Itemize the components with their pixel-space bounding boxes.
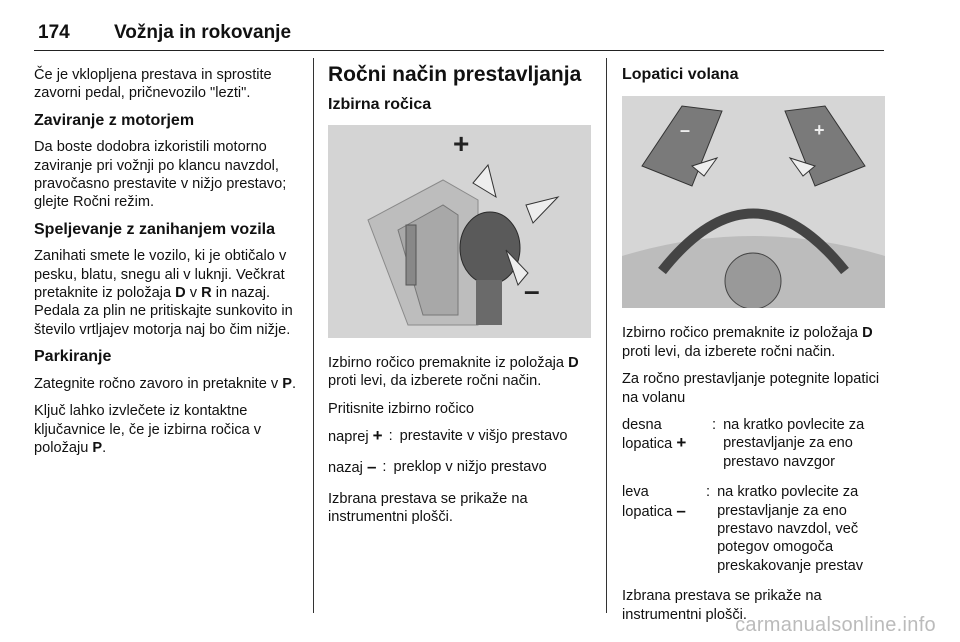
- gear-lever-illustration: [328, 125, 591, 338]
- lever-forward-row: naprej + : prestavite v višjo prestavo: [328, 426, 568, 446]
- pull-paddles-text: Za ročno prestavljanje potegnite lopatici na volanu: [622, 371, 880, 406]
- column-3: [622, 66, 887, 633]
- watermark: carmanualsonline.info: [735, 614, 936, 636]
- gear-display-text: Izbrana prestava se prikaže na instrumentni plošči.: [622, 588, 822, 623]
- paddle-plus-mark: +: [814, 120, 825, 141]
- column-2: [328, 63, 594, 536]
- select-manual-text: Izbirno ročico premaknite iz položaja D proti levi, da izberete ročni način.: [328, 354, 579, 390]
- minus-mark: –: [524, 274, 540, 306]
- manual-mode-heading: Ročni način prestavljanja: [328, 63, 582, 86]
- paddle-minus-mark: –: [680, 120, 691, 141]
- minus-icon: –: [366, 457, 377, 477]
- parking-text: Zategnite ročno zavoro in pretaknite v P.: [34, 375, 297, 392]
- gear-display-text: Izbrana prestava se prikaže na instrumentni plošči.: [328, 490, 528, 526]
- push-lever-text: Pritisnite izbirno ročico: [328, 400, 474, 417]
- rocking-text: Zanihati smete le vozilo, ki je obtičalo v pesku, blatu, snegu ali v luknji. Večkrat pretaknite iz položaja D v R in nazaj. Pedala za plin ne pritiskajte sunkovito in število vrtljajev motorja naj bo čim nižje.: [34, 248, 293, 338]
- selector-lever-subheading: Izbirna ročica: [328, 96, 432, 114]
- select-manual-text: Izbirno ročico premaknite iz položaja D proti levi, da izberete ročni način.: [622, 325, 873, 360]
- chapter-title: Vožnja in rokovanje: [114, 22, 292, 43]
- column-divider-1: [313, 58, 314, 613]
- lever-back-row: nazaj – : preklop v nižjo prestavo: [328, 457, 547, 477]
- plus-icon: +: [676, 433, 687, 453]
- right-paddle-row: desna lopatica + : na kratko povlecite za prestavljanje za eno prestavo navzgor: [622, 417, 865, 470]
- column-divider-2: [606, 58, 607, 613]
- plus-mark: +: [453, 127, 470, 159]
- engine-braking-heading: Zaviranje z motorjem: [34, 111, 195, 129]
- creep-paragraph: Če je vklopljena prestava in sprostite zavorni pedal, pričnevozilo "lezti".: [34, 67, 272, 102]
- steering-paddles-illustration: [622, 96, 885, 308]
- minus-icon: –: [676, 500, 686, 520]
- rocking-heading: Speljevanje z zanihanjem vozila: [34, 220, 275, 238]
- left-paddle-row: leva lopatica – : na kratko povlecite za prestavljanje za eno prestavo navzdol, več potegov omogoča preskakovanje prestav: [622, 484, 864, 574]
- key-removal-text: Ključ lahko izvlečete iz kontaktne ključavnice le, če je izbirna ročica v položaju P.: [34, 403, 262, 456]
- page-number: 174: [38, 22, 70, 43]
- parking-heading: Parkiranje: [34, 348, 112, 366]
- engine-braking-text: Da boste dodobra izkoristili motorno zaviranje pri vožnji po klancu navzdol, pravočasno prestavite v nižjo prestavo; glejte Ročni režim.: [34, 139, 287, 211]
- paddles-heading: Lopatici volana: [622, 66, 739, 83]
- column-1: [34, 66, 302, 466]
- header-divider: [34, 50, 884, 51]
- plus-icon: +: [372, 426, 383, 446]
